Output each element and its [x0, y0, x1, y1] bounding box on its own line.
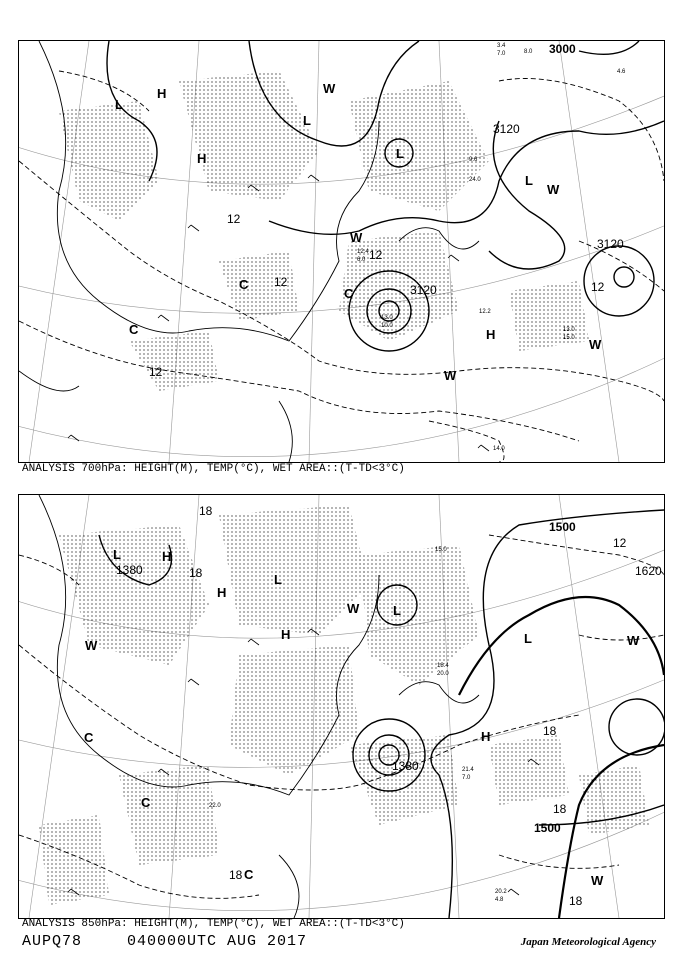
temp-label-12-c: 12	[149, 365, 163, 379]
station-3: 12.2	[479, 309, 491, 315]
center-h-3: H	[281, 627, 291, 642]
station-8: 22.0	[209, 803, 221, 809]
station-8: 8.0	[524, 49, 533, 55]
center-l-2: L	[303, 113, 311, 128]
station-4: 4.8	[495, 897, 504, 903]
center-c-1: C	[84, 730, 94, 745]
center-l-4: L	[525, 173, 533, 188]
caption-850hpa: ANALYSIS 850hPa: HEIGHT(M), TEMP(°C), WET AREA::(T-TD<3°C)	[22, 918, 405, 930]
temp-label-12-a: 12	[227, 212, 241, 226]
center-w-4: W	[589, 337, 602, 352]
station-4: 14.0	[493, 446, 505, 452]
height-label-1500-b: 1500	[534, 821, 561, 835]
center-h-2: H	[197, 151, 207, 166]
center-h-4: H	[481, 729, 491, 744]
chart-850hpa	[18, 494, 665, 919]
temp-label-18-a: 18	[199, 504, 213, 518]
center-w-2: W	[547, 182, 560, 197]
height-label-3120-b: 3120	[410, 283, 437, 297]
temp-label-18-d: 18	[543, 724, 557, 738]
temp-label-12-d: 12	[591, 280, 605, 294]
center-w-5: W	[444, 368, 457, 383]
center-c-3: C	[129, 322, 139, 337]
center-w-2: W	[627, 633, 640, 648]
height-label-3120-a: 3120	[493, 122, 520, 136]
station-7: 15.0	[435, 547, 447, 553]
station-11: 12.4	[357, 249, 369, 255]
chart-700hpa	[18, 40, 665, 463]
center-l-3: L	[396, 146, 404, 161]
temp-label-12-e: 12	[369, 248, 383, 262]
height-label-3000: 3000	[549, 42, 576, 56]
center-c-3: C	[244, 867, 254, 882]
center-w-1: W	[85, 638, 98, 653]
center-w-3: W	[591, 873, 604, 888]
station-2: 10.0	[381, 323, 393, 329]
center-c-2: C	[141, 795, 151, 810]
chart-850hpa-map	[19, 495, 664, 918]
center-l-1: L	[113, 547, 121, 562]
height-label-3120-c: 3120	[597, 237, 624, 251]
station-13: 3.4	[497, 43, 506, 49]
center-l-1: L	[115, 97, 123, 112]
center-c-1: C	[239, 277, 249, 292]
chart-code: AUPQ78	[22, 933, 83, 950]
center-h-2: H	[217, 585, 227, 600]
height-label-1380-a: 1380	[116, 563, 143, 577]
station-9: 9.6	[469, 157, 478, 163]
station-7: 4.6	[617, 69, 626, 75]
chart-700hpa-map	[19, 41, 664, 462]
center-l-2: L	[274, 572, 282, 587]
height-label-1380-b: 1380	[392, 759, 419, 773]
station-2: 7.0	[462, 775, 471, 781]
height-label-1620: 1620	[635, 564, 662, 578]
station-1: 21.4	[462, 767, 474, 773]
station-14: 7.0	[497, 51, 506, 57]
station-6: 15.0	[563, 335, 575, 341]
center-l-3: L	[524, 631, 532, 646]
caption-700hpa: ANALYSIS 700hPa: HEIGHT(M), TEMP(°C), WET AREA::(T-TD<3°C)	[22, 463, 405, 475]
station-10: 24.0	[469, 177, 481, 183]
temp-label-18-e: 18	[553, 802, 567, 816]
temp-label-18-f: 18	[569, 894, 583, 908]
center-c-2: C	[344, 286, 354, 301]
station-3: 20.2	[495, 889, 507, 895]
temp-label-12: 12	[613, 536, 627, 550]
center-h-3: H	[486, 327, 496, 342]
chart-datetime: 040000UTC AUG 2017	[127, 933, 308, 950]
height-label-1500-a: 1500	[549, 520, 576, 534]
station-6: 20.0	[437, 671, 449, 677]
temp-label-18-b: 18	[189, 566, 203, 580]
station-1: 13.0	[381, 315, 393, 321]
center-l-4: L	[393, 603, 401, 618]
center-w-1: W	[323, 81, 336, 96]
station-5: 13.0	[563, 327, 575, 333]
station-12: 6.0	[357, 257, 366, 263]
wet-areas	[59, 71, 589, 391]
center-w-3: W	[350, 230, 363, 245]
center-w-4: W	[347, 601, 360, 616]
agency-name: Japan Meteorological Agency	[520, 936, 656, 948]
center-h-1: H	[162, 549, 172, 564]
temp-label-12-b: 12	[274, 275, 288, 289]
station-5: 18.4	[437, 663, 449, 669]
temp-label-18-c: 18	[229, 868, 243, 882]
center-h-1: H	[157, 86, 167, 101]
